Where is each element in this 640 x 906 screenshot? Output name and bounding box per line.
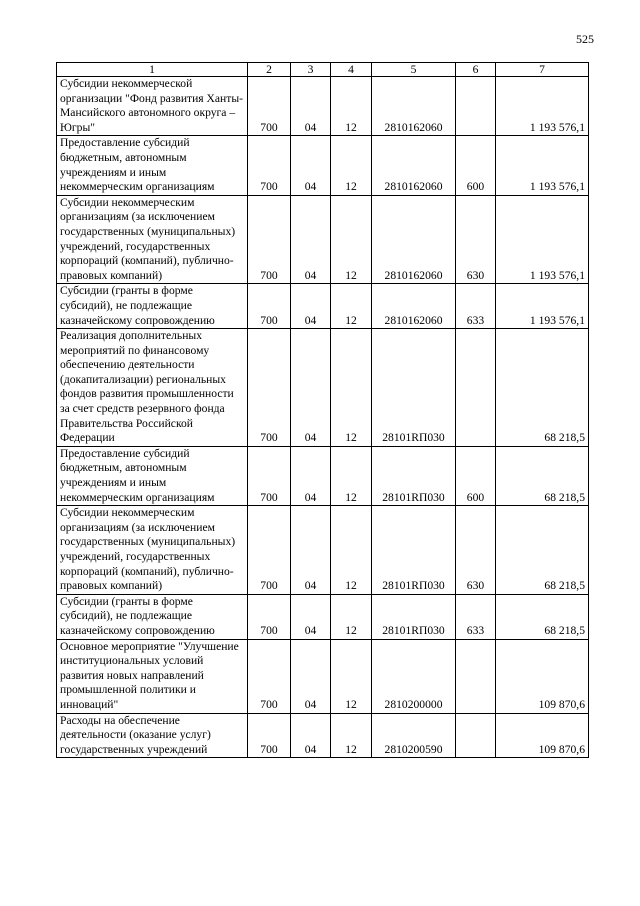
row-sum: 68 218,5 — [496, 446, 589, 505]
row-code-4: 12 — [331, 136, 372, 195]
row-code-5: 28101RП030 — [372, 329, 456, 447]
row-code-6: 633 — [456, 284, 496, 329]
row-name: Основное мероприятие "Улучшение институциональных условий развития новых направлений промышленной политики и инноваций" — [57, 639, 248, 713]
page-number: 525 — [576, 32, 594, 46]
row-code-3: 04 — [291, 284, 331, 329]
row-code-4: 12 — [331, 77, 372, 136]
row-code-6: 630 — [456, 506, 496, 595]
row-code-5: 2810200000 — [372, 639, 456, 713]
row-code-4: 12 — [331, 506, 372, 595]
table-row — [57, 77, 589, 136]
budget-table — [56, 62, 589, 758]
row-sum: 68 218,5 — [496, 594, 589, 639]
row-code-3: 04 — [291, 446, 331, 505]
row-code-3: 04 — [291, 136, 331, 195]
table-row — [57, 329, 589, 447]
table-row — [57, 594, 589, 639]
row-code-4: 12 — [331, 713, 372, 758]
row-code-3: 04 — [291, 506, 331, 595]
column-header-6: 6 — [456, 63, 496, 77]
row-code-5: 2810162060 — [372, 77, 456, 136]
row-sum: 1 193 576,1 — [496, 284, 589, 329]
row-sum: 68 218,5 — [496, 329, 589, 447]
row-code-5: 2810200590 — [372, 713, 456, 758]
row-name: Субсидии некоммерческим организациям (за исключением государственных (муниципальных) учреждений, государственных корпораций (компаний), публично-правовых компаний) — [57, 195, 248, 284]
row-code-5: 28101RП030 — [372, 446, 456, 505]
row-code-4: 12 — [331, 639, 372, 713]
row-code-2: 700 — [248, 329, 291, 447]
row-sum: 1 193 576,1 — [496, 77, 589, 136]
row-name: Предоставление субсидий бюджетным, автономным учреждениям и иным некоммерческим организациям — [57, 136, 248, 195]
row-code-4: 12 — [331, 594, 372, 639]
row-code-3: 04 — [291, 195, 331, 284]
row-sum: 109 870,6 — [496, 713, 589, 758]
row-code-5: 28101RП030 — [372, 506, 456, 595]
table-row — [57, 284, 589, 329]
row-name: Расходы на обеспечение деятельности (оказание услуг) государственных учреждений — [57, 713, 248, 758]
row-code-2: 700 — [248, 284, 291, 329]
row-code-5: 28101RП030 — [372, 594, 456, 639]
column-header-1: 1 — [57, 63, 248, 77]
row-name: Субсидии некоммерческим организациям (за исключением государственных (муниципальных) учреждений, государственных корпораций (компаний), публично-правовых компаний) — [57, 506, 248, 595]
row-code-2: 700 — [248, 446, 291, 505]
row-name: Субсидии (гранты в форме субсидий), не подлежащие казначейскому сопровождению — [57, 594, 248, 639]
row-code-2: 700 — [248, 136, 291, 195]
row-code-2: 700 — [248, 639, 291, 713]
column-header-3: 3 — [291, 63, 331, 77]
row-code-4: 12 — [331, 195, 372, 284]
row-code-6 — [456, 639, 496, 713]
row-sum: 68 218,5 — [496, 506, 589, 595]
row-code-6 — [456, 713, 496, 758]
row-name: Субсидии некоммерческой организации "Фонд развития Ханты-Мансийского автономного округа – Югры" — [57, 77, 248, 136]
row-code-2: 700 — [248, 713, 291, 758]
row-code-6: 600 — [456, 136, 496, 195]
column-header-4: 4 — [331, 63, 372, 77]
column-header-7: 7 — [496, 63, 589, 77]
row-code-2: 700 — [248, 506, 291, 595]
row-code-2: 700 — [248, 594, 291, 639]
row-code-3: 04 — [291, 713, 331, 758]
row-code-3: 04 — [291, 639, 331, 713]
row-code-3: 04 — [291, 329, 331, 447]
row-code-6 — [456, 329, 496, 447]
row-code-5: 2810162060 — [372, 195, 456, 284]
row-code-2: 700 — [248, 77, 291, 136]
row-code-3: 04 — [291, 77, 331, 136]
row-code-6: 600 — [456, 446, 496, 505]
row-code-6: 630 — [456, 195, 496, 284]
row-sum: 109 870,6 — [496, 639, 589, 713]
row-sum: 1 193 576,1 — [496, 136, 589, 195]
row-code-4: 12 — [331, 329, 372, 447]
row-code-6: 633 — [456, 594, 496, 639]
row-name: Предоставление субсидий бюджетным, автономным учреждениям и иным некоммерческим организациям — [57, 446, 248, 505]
row-sum: 1 193 576,1 — [496, 195, 589, 284]
row-code-5: 2810162060 — [372, 136, 456, 195]
header-row — [57, 63, 589, 77]
table-row — [57, 713, 589, 758]
table-row — [57, 195, 589, 284]
table-row — [57, 136, 589, 195]
row-code-4: 12 — [331, 284, 372, 329]
row-name: Субсидии (гранты в форме субсидий), не подлежащие казначейскому сопровождению — [57, 284, 248, 329]
row-code-3: 04 — [291, 594, 331, 639]
row-code-4: 12 — [331, 446, 372, 505]
table-row — [57, 506, 589, 595]
row-code-6 — [456, 77, 496, 136]
row-code-5: 2810162060 — [372, 284, 456, 329]
table-row — [57, 446, 589, 505]
table-row — [57, 639, 589, 713]
column-header-2: 2 — [248, 63, 291, 77]
row-name: Реализация дополнительных мероприятий по финансовому обеспечению деятельности (докапитализации) региональных фондов развития промышленности за счет средств резервного фонда Правительства Российской Федерации — [57, 329, 248, 447]
row-code-2: 700 — [248, 195, 291, 284]
column-header-5: 5 — [372, 63, 456, 77]
